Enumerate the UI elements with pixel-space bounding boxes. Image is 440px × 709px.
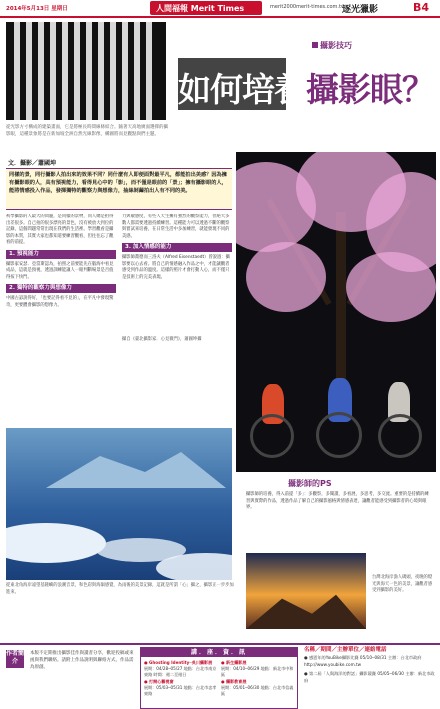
paper-logo: 人間福報 Merit Times xyxy=(150,1,262,15)
paper-url: merit2000merit-times.com.tw xyxy=(270,4,346,10)
section-name: 逐光獵影 xyxy=(342,5,379,15)
event-listings: 講．座．資．訊 ● Ghosting Identity─吳川攝影展 展期：04/28─05/27 地點：台北市南京東路 時間：週二至週日 ● 打開心藝視窗 展期：05/03─05/31 地點：台北市忠孝東路 ● 新生攝影展 展期：04/10─06/29 地點：新北市中和區 ● 攝影教育展 展期：05/01─06/30 地點：台北市信義區 xyxy=(140,647,298,709)
ocean-photo xyxy=(6,428,232,580)
building-caption: 從光影方寸構成的建築畫面，它是將極長時間線條結合。隨著天高地廣面選擇的攝影眼，這種景象將是在新加坡全洲自然光線影像，構圖將而見觀點與們主題。 xyxy=(6,125,168,137)
subhead-2: 2. 獨特的觀察力與想像力 xyxy=(6,284,116,293)
sunset-photo xyxy=(246,553,366,629)
ocean-caption: 從東北角海岸遠望基隆嶼的浪潮音景，和色彩與海韻感覺，為雨後的美景記錄，這就是所謂「心」攝之，攝影正一步步加進來。 xyxy=(6,583,234,595)
subhead-3: 3. 加入情感的能力 xyxy=(122,243,232,252)
ps-text: 攝影師的培養，得入前提「多」：多觀察，多閱讀，多看展，多思考，多交流。重要的是持續的練習與實際的作品，透過作品了解自己的攝影風格與情感表達，讓觀者能感受到攝影者的心境與眼界。 xyxy=(246,492,429,511)
headline: 如何培養攝影眼？ xyxy=(178,58,438,112)
author-icon: 作者簡介 xyxy=(6,650,24,668)
article-column-2: 力與敏感度，有些人天生擁有強烈的觀察能力，但絕大多數人都需要透過持續練習。這種能力可以透過不斷的觀察與嘗試來培養，在日常生活中多加練習，就能發現不同的美感。 3. 加入情感的能力 攝影師喬德而三洛夫（Alfred Eisenstaedt）曾說過：攝影要以心去看。將自己的情感融入作品之中，才能讓觀者感受到作品的溫度。這樣的照片才會打動人心，而不僅只是技術上的完美表現。 xyxy=(122,214,232,332)
byline: 文．攝影／蕭國坤 xyxy=(8,160,57,167)
competition-listings: 名稱／期間／主辦單位／連絡電話 ● 感恩年的YouBike攝影比賽 05/10─08/31 主辦：台北市政府 http://www.youbike.com.tw ● 第二屆「人與海洋的對話」攝影競賽 05/05─06/30 主辦：新北市政府 xyxy=(304,647,435,683)
bottom-section xyxy=(0,643,440,709)
ps-heading: 攝影師的PS xyxy=(288,479,332,488)
cherry-blossom-photo xyxy=(236,152,436,472)
photo-credit: 攝自《臺北攝影家．心見微門》，蕭國坤攝 xyxy=(122,337,202,342)
page-header xyxy=(0,0,440,18)
sunset-caption: 台灣北海岸漁人碼頭，夜晚的燈光與海天一色的美景，讓觀者感受到攝影的美好。 xyxy=(372,575,433,593)
building-photo xyxy=(6,22,166,120)
lead-paragraph: 同樣的景，同行攝影人拍出來的效果不同？同什麼有人即便面對最平凡，都能拍出美感？因為擁有攝影眼的人，具有預視能力，看得見心中的「影」，而不僅是眼前的「景」；擁有攝影眼的人，能將情感投入作品，發揮獨特的觀察力與想像力，抽絲剝繭拍出人有不同的美。 xyxy=(6,168,232,210)
article-column-1: 初學攝影的人最大的問題，是同樣的景物，同人總是拍得出差很多。自己拍的很多漂亮的景色，沒有被放大到位的記錄，這個問題常常出現在我們的生活裡。學習觀看是攝影的本質，其實大家也都知道要練習觀看，但往往忘了觀看的前提。 1. 預視能力 攝影家安瑟．亞當斯認為，拍照之前要能先在腦海中看見成品，這就是預視，透過訓練能讓人一眼判斷場景是否值得按下快門。 2. 獨特的觀察力與想像力 中國古諺說得好，「也要記得看不見的」，在平凡中發現驚奇，更要體會攝影的想像力。 xyxy=(6,214,116,424)
section-tag: 攝影技巧 xyxy=(312,40,352,51)
page-number: B4 xyxy=(413,1,430,14)
submission-note: 本版不定期推出攝影佳作與讀者分享，歡迎投稿或來函與我們聯絡。請附上作品說明與聯絡方式，作品需為原創。 xyxy=(30,651,134,670)
subhead-1: 1. 預視能力 xyxy=(6,250,116,259)
issue-date: 2014年5月13日 星期日 xyxy=(6,6,68,12)
